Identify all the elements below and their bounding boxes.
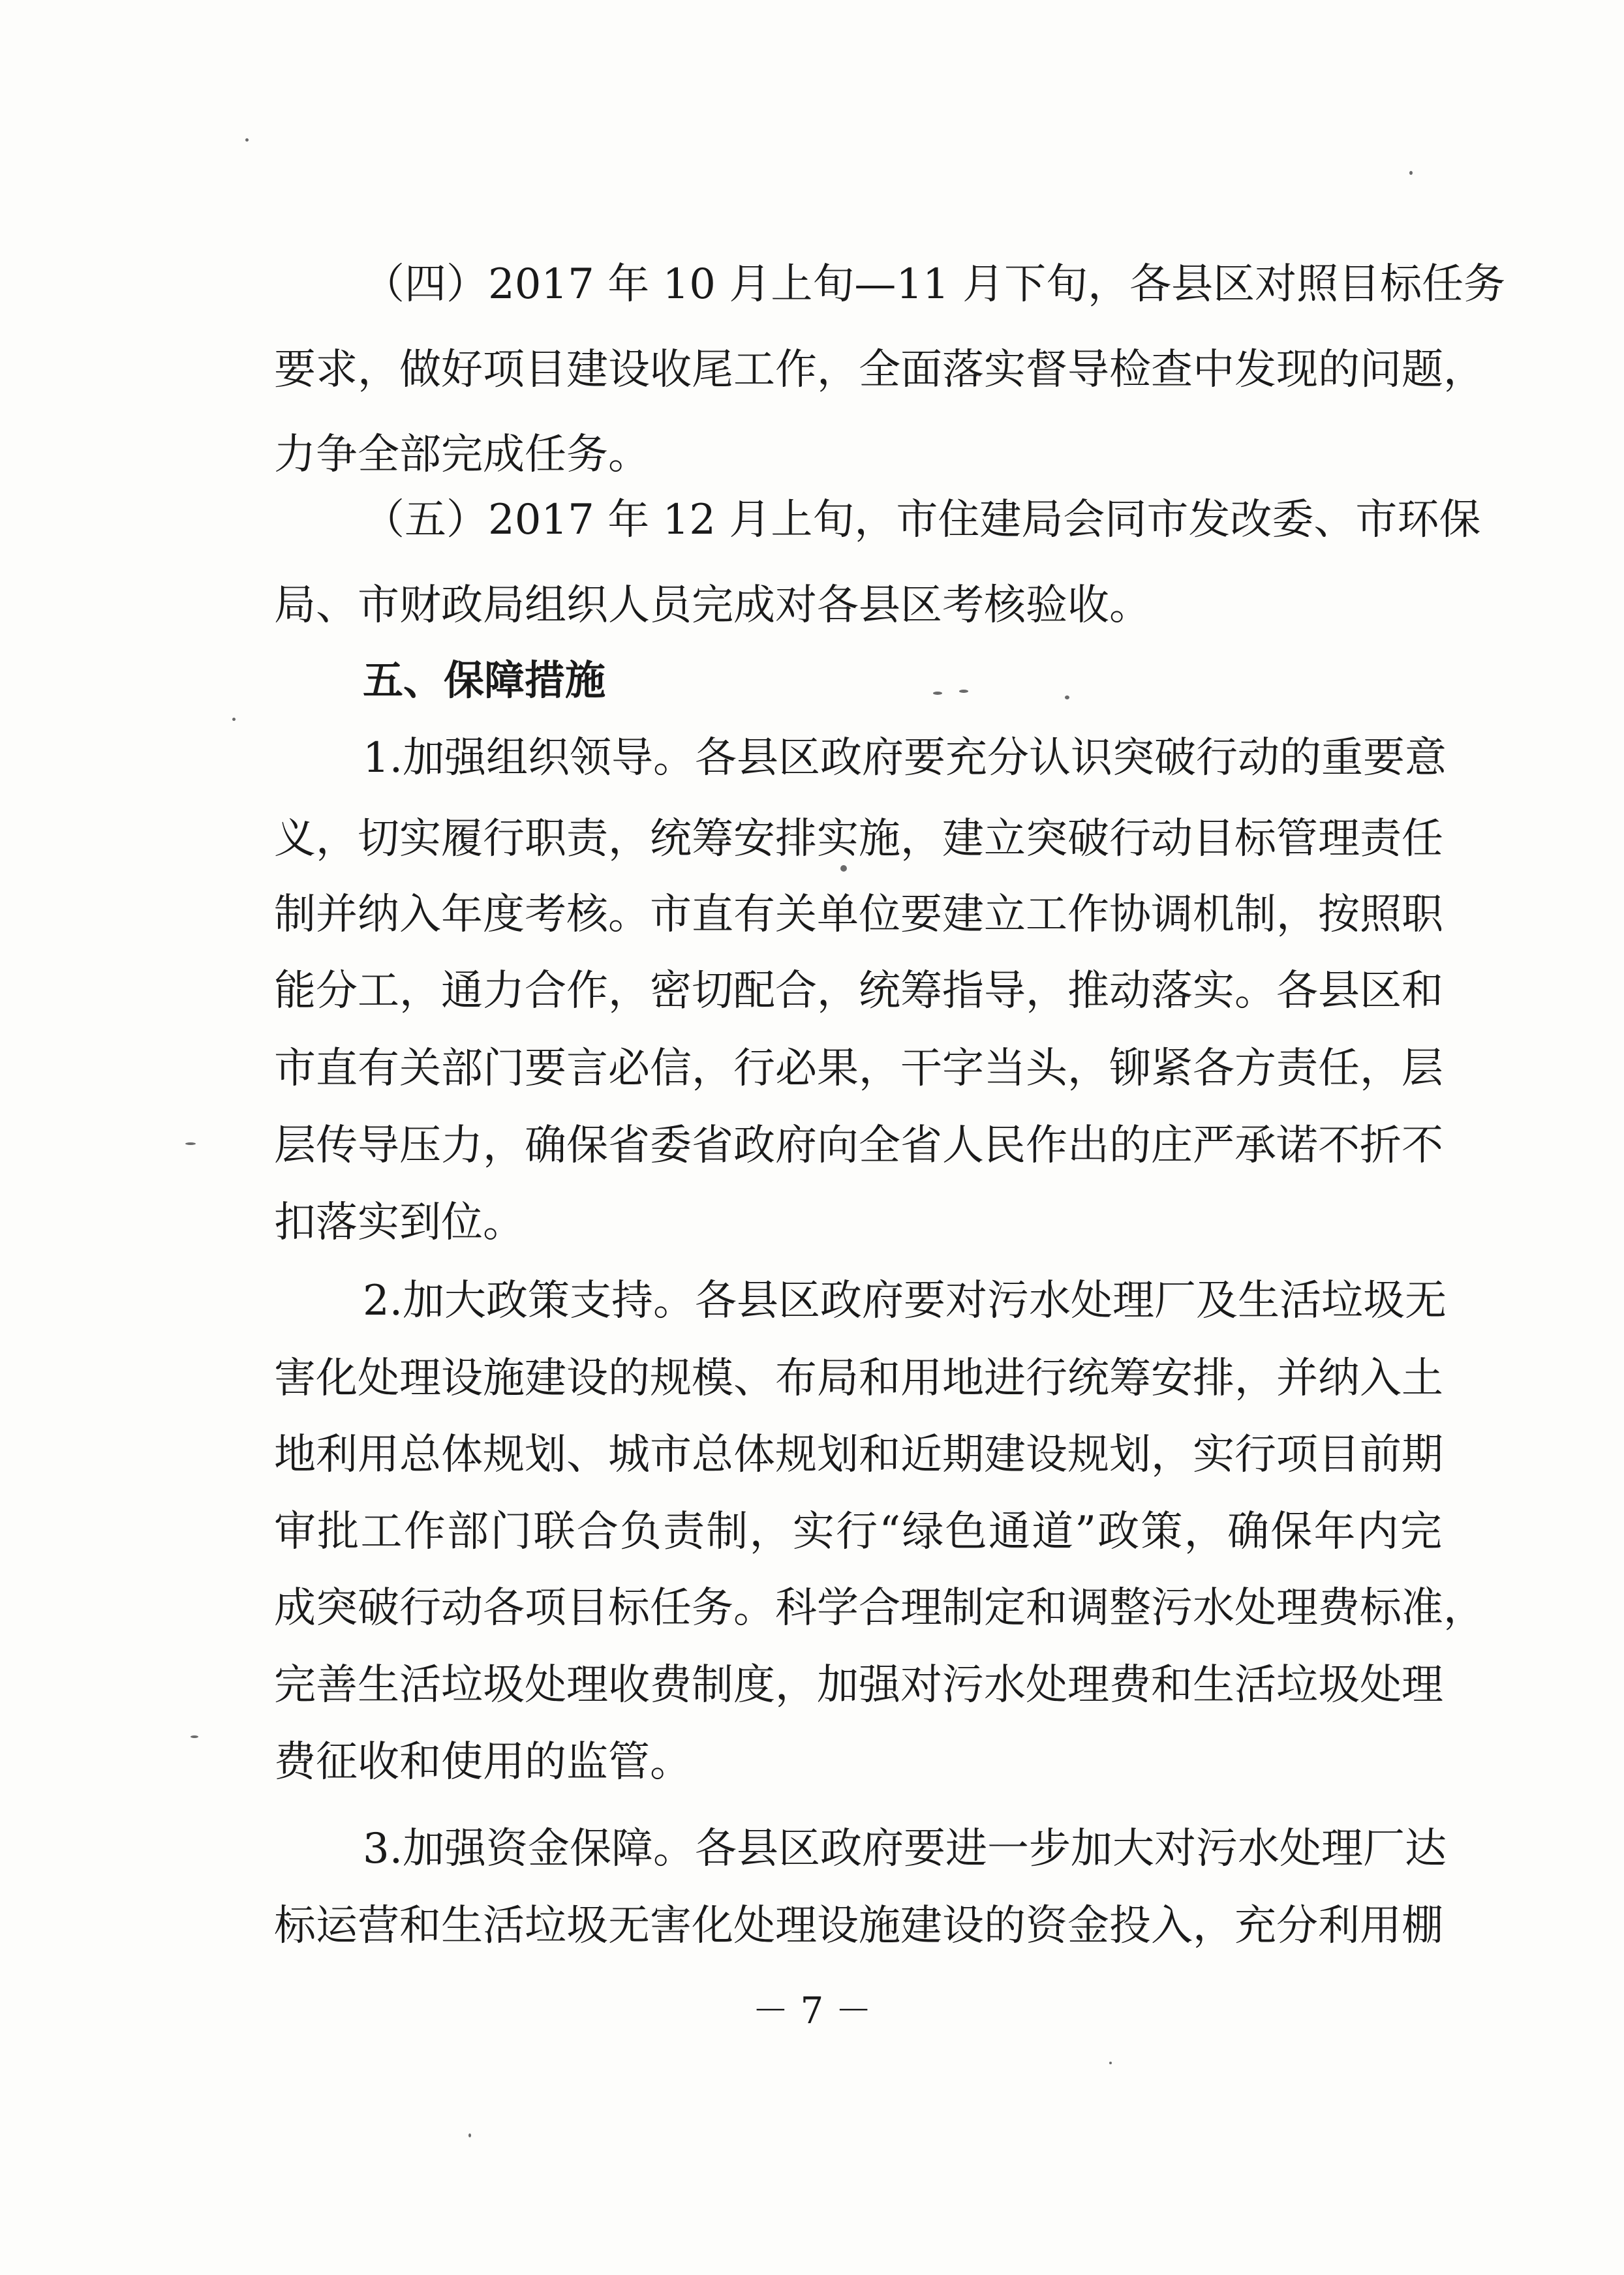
- scan-speck: [840, 865, 847, 872]
- measure3-line-2: 标运营和生活垃圾无害化处理设施建设的资金投入，充分利用棚: [274, 1902, 1443, 1950]
- measure2-line-4: 审批工作部门联合负责制，实行“绿色通道”政策，确保年内完: [274, 1508, 1442, 1556]
- measure3-line-1: 3.加强资金保障。各县区政府要进一步加大对污水处理厂达: [363, 1825, 1447, 1873]
- measure2-line-1: 2.加大政策支持。各县区政府要对污水处理厂及生活垃圾无: [363, 1277, 1447, 1325]
- scan-speck: [468, 2133, 471, 2137]
- measure1-line-6: 层传导压力，确保省委省政府向全省人民作出的庄严承诺不折不: [274, 1122, 1443, 1170]
- scan-speck: [933, 692, 942, 695]
- measure1-line-7: 扣落实到位。: [274, 1199, 525, 1247]
- measure1-line-3: 制并纳入年度考核。市直有关单位要建立工作协调机制，按照职: [274, 891, 1443, 939]
- measure1-line-4: 能分工，通力合作，密切配合，统筹指导，推动落实。各县区和: [274, 967, 1443, 1015]
- scan-speck: [1409, 171, 1413, 175]
- section-heading-safeguards: 五、保障措施: [363, 656, 606, 704]
- scan-speck: [191, 1735, 198, 1738]
- measure1-line-1: 1.加强组织领导。各县区政府要充分认识突破行动的重要意: [363, 734, 1447, 782]
- section4-line-1: （四）2017 年 10 月上旬—11 月下旬，各县区对照目标任务: [363, 260, 1506, 309]
- section5-line-1: （五）2017 年 12 月上旬，市住建局会同市发改委、市环保: [363, 496, 1481, 544]
- measure2-line-6: 完善生活垃圾处理收费制度，加强对污水处理费和生活垃圾处理: [274, 1661, 1443, 1709]
- scan-speck: [959, 690, 968, 693]
- page-number: － 7 －: [752, 1990, 872, 2032]
- scan-speck: [245, 138, 249, 142]
- scan-speck: [1065, 695, 1069, 699]
- section5-line-2: 局、市财政局组织人员完成对各县区考核验收。: [274, 581, 1151, 630]
- measure2-line-5: 成突破行动各项目标任务。科学合理制定和调整污水处理费标准，: [274, 1584, 1485, 1632]
- measure1-line-5: 市直有关部门要言必信，行必果，干字当头，铆紧各方责任，层: [274, 1045, 1443, 1093]
- section4-line-2: 要求，做好项目建设收尾工作，全面落实督导检查中发现的问题，: [274, 346, 1485, 394]
- scan-speck: [232, 718, 236, 721]
- measure2-line-7: 费征收和使用的监管。: [274, 1738, 692, 1786]
- measure2-line-3: 地利用总体规划、城市总体规划和近期建设规划，实行项目前期: [274, 1431, 1443, 1479]
- section4-line-3: 力争全部完成任务。: [274, 431, 650, 479]
- scan-speck: [185, 1142, 196, 1145]
- scan-speck: [1109, 2062, 1112, 2064]
- measure1-line-2: 义，切实履行职责，统筹安排实施，建立突破行动目标管理责任: [274, 815, 1443, 863]
- measure2-line-2: 害化处理设施建设的规模、布局和用地进行统筹安排，并纳入土: [274, 1354, 1443, 1403]
